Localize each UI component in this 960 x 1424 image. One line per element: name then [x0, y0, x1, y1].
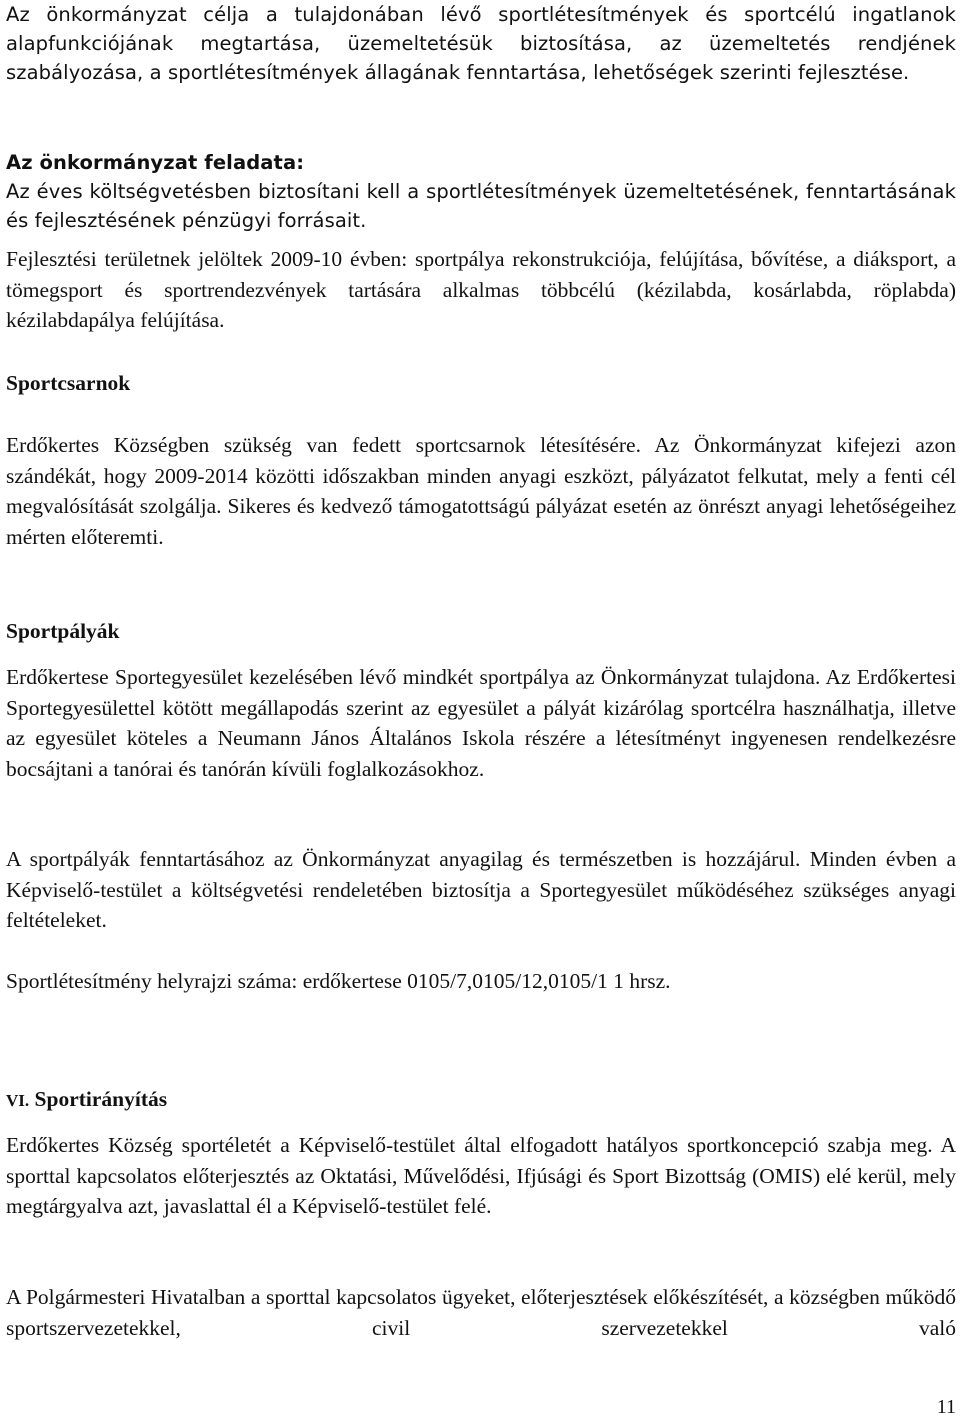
sportpalyak-body-2 — [6, 844, 956, 936]
sportpalyak-section — [6, 616, 956, 647]
intro-section — [6, 0, 956, 87]
feladat-paragraph-1: Az éves költségvetésben biztosítani kell a sportlétesítmények üzemeltetésének, fenntartásának és fejlesztésének pénzügyi forrásait. — [6, 180, 956, 232]
sportiranyitas-heading-line — [6, 1084, 956, 1117]
sportiranyitas-heading: Sportirányítás — [34, 1087, 168, 1111]
sportcsarnok-heading: Sportcsarnok — [6, 371, 131, 395]
sportpalyak-paragraph-3: Sportlétesítmény helyrajzi száma: erdőkertese 0105/7,0105/12,0105/1 1 hrsz. — [6, 969, 671, 993]
sportiranyitas-section — [6, 1084, 956, 1117]
sportpalyak-paragraph-1: Erdőkertese Sportegyesület kezelésében lévő mindkét sportpálya az Önkormányzat tulajdona. Az Erdőkertesi Sportegyesülettel kötött megállapodás szerint az egyesület a pályát kizárólag sportcélra használhatja, illetve az egyesület köteles a Neumann János Általános Iskola részére a létesítményt ingyenesen rendelkezésre bocsájtani a tanórai és tanórán kívüli foglalkozásokhoz. — [6, 665, 956, 781]
page-number: 11 — [936, 1396, 956, 1418]
sportiranyitas-paragraph-2: A Polgármesteri Hivatalban a sporttal kapcsolatos ügyeket, előterjesztések előkészítését, a községben működő sportszervezetekkel, civil szervezetekkel való — [6, 1285, 956, 1340]
sportpalyak-heading: Sportpályák — [6, 619, 120, 643]
sportcsarnok-section — [6, 368, 956, 399]
feladat-heading: Az önkormányzat feladata: — [6, 151, 305, 174]
sportiranyitas-paragraph-1: Erdőkertes Község sportéletét a Képviselő-testület által elfogadott hatályos sportkoncepció szabja meg. A sporttal kapcsolatos előterjesztés az Oktatási, Művelődési, Ifjúsági és Sport Bizottság (OMIS) elé kerül, mely megtárgyalva azt, javaslattal él a Képviselő-testület felé. — [6, 1133, 956, 1218]
sportpalyak-paragraph-2: A sportpályák fenntartásához az Önkormányzat anyagilag és természetben is hozzájárul. Minden évben a Képviselő-testület a költségvetési rendeletében biztosítja a Sportegyesület működéséhez szükséges anyagi feltételeket. — [6, 847, 956, 932]
intro-paragraph: Az önkormányzat célja a tulajdonában lévő sportlétesítmények és sportcélú ingatlanok alapfunkciójának megtartása, üzemeltetésük biztosítása, az üzemeltetés rendjének szabályozása, a sportlétesítmények állagának fenntartása, lehetőségek szerinti fejlesztése. — [6, 3, 956, 84]
sportcsarnok-body — [6, 430, 956, 552]
sportiranyitas-body-2 — [6, 1282, 956, 1343]
sportpalyak-body-3 — [6, 966, 956, 997]
feladat-paragraph-2: Fejlesztési területnek jelöltek 2009-10 évben: sportpálya rekonstrukciója, felújítása, bővítése, a diáksport, a tömegsport és sportrendezvények tartására alkalmas többcélú (kézilabda, kosárlabda, röplabda) kézilabdapálya felújítása. — [6, 247, 956, 332]
fejlesztes-section — [6, 244, 956, 336]
feladat-section — [6, 148, 956, 235]
sportcsarnok-paragraph: Erdőkertes Községben szükség van fedett sportcsarnok létesítésére. Az Önkormányzat kifejezi azon szándékát, hogy 2009-2014 közötti időszakban minden anyagi eszközt, pályázatot felkutat, mely a fenti cél megvalósítását szolgálja. Sikeres és kedvező támogatottságú pályázat esetén az önrészt anyagi lehetőségeihez mérten előteremti. — [6, 433, 956, 549]
sportiranyitas-body-1 — [6, 1130, 956, 1222]
section-number: VI. — [6, 1091, 30, 1110]
sportpalyak-body-1 — [6, 662, 956, 784]
